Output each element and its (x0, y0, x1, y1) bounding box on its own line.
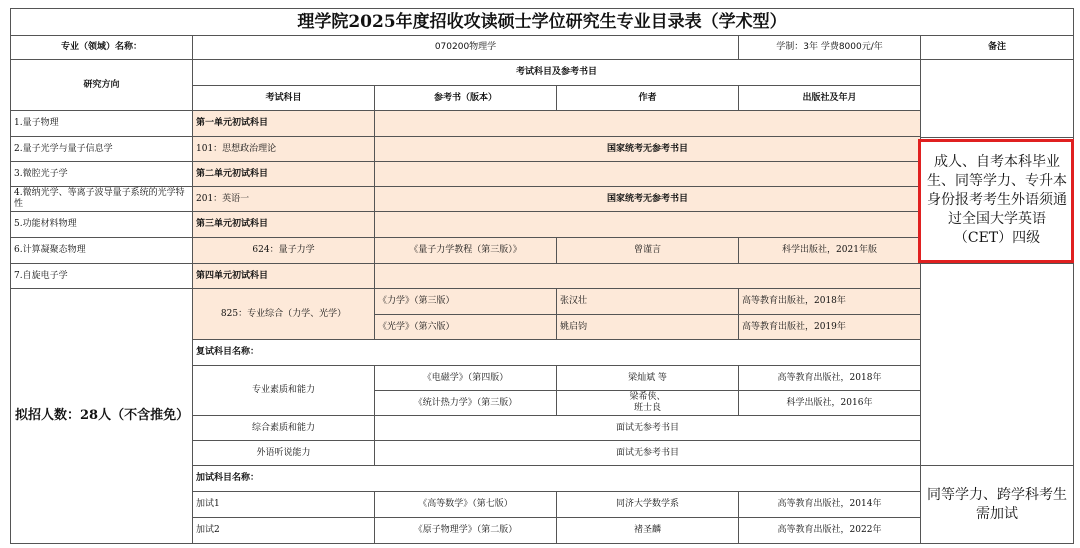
remarks-blank-top (920, 59, 1074, 138)
stat-author (556, 390, 739, 416)
enrollment-count: 拟招人数：28人（不含推免） (10, 288, 193, 544)
research-direction-header: 研究方向 (10, 59, 193, 111)
remarks-extra-note: 同等学力、跨学科考生需加试 (920, 465, 1074, 544)
unit4-blank (374, 263, 921, 289)
extra1-publisher: 高等教育出版社，2014年 (738, 491, 921, 518)
quantum-author: 曾谨言 (556, 237, 739, 264)
extra2-author: 褚圣麟 (556, 517, 739, 544)
extra1-reference: 《高等数学》（第七版） (374, 491, 557, 518)
direction-item: 2.量子光学与量子信息学 (10, 136, 193, 162)
politics-no-ref: 国家统考无参考书目 (374, 136, 921, 162)
quantum-reference: 《量子力学教程（第三版）》 (374, 237, 557, 264)
direction-item: 5.功能材料物理 (10, 211, 193, 238)
mechanics-reference: 《力学》（第三版） (374, 288, 557, 315)
publisher-header: 出版社及年月 (738, 85, 921, 111)
direction-item: 6.计算凝聚态物理 (10, 237, 193, 264)
extra-label: 加试科目名称： (192, 465, 921, 492)
unit2-blank (374, 161, 921, 187)
reference-header: 参考书（版本） (374, 85, 557, 111)
stat-author-line: 梁希侠、 (629, 392, 666, 402)
listening-no-ref: 面试无参考书目 (374, 440, 921, 466)
direction-item: 4.微纳光学、等离子波导量子系统的光学特性 (10, 186, 193, 212)
extra1-author: 同济大学数学系 (556, 491, 739, 518)
page-title: 理学院2025年度招收攻读硕士学位研究生专业目录表（学术型） (10, 8, 1074, 36)
optics-publisher: 高等教育出版社，2019年 (738, 314, 921, 340)
exam-english: 201：英语一 (192, 186, 375, 212)
unit4-label: 第四单元初试科目 (192, 263, 375, 289)
remarks-blank-middle (920, 263, 1074, 466)
retest-label: 复试科目名称： (192, 339, 921, 366)
author-header: 作者 (556, 85, 739, 111)
em-reference: 《电磁学》（第四版） (374, 365, 557, 391)
major-value: 070200物理学 (192, 35, 739, 60)
em-publisher: 高等教育出版社，2018年 (738, 365, 921, 391)
mechanics-publisher: 高等教育出版社，2018年 (738, 288, 921, 315)
english-no-ref: 国家统考无参考书目 (374, 186, 921, 212)
optics-reference: 《光学》（第六版） (374, 314, 557, 340)
extra-exam-1: 加试1 (192, 491, 375, 518)
catalog-table (10, 8, 1074, 544)
direction-item: 3.微腔光子学 (10, 161, 193, 187)
subject-header: 考试科目 (192, 85, 375, 111)
retest-listening: 外语听说能力 (192, 440, 375, 466)
remarks-cet-note: 成人、自考本科毕业生、同等学力、专升本身份报考考生外语须通过全国大学英语（CET）四级 (920, 137, 1074, 264)
exam-group-header: 考试科目及参考书目 (192, 59, 921, 86)
retest-overall: 综合素质和能力 (192, 415, 375, 441)
unit1-blank (374, 110, 921, 137)
unit3-label: 第三单元初试科目 (192, 211, 375, 238)
highlight-box (918, 139, 1074, 263)
optics-author: 姚启钧 (556, 314, 739, 340)
exam-politics: 101：思想政治理论 (192, 136, 375, 162)
major-label: 专业（领域）名称： (10, 35, 193, 60)
exam-comprehensive: 825：专业综合（力学、光学） (192, 288, 375, 340)
unit3-blank (374, 211, 921, 238)
quantum-publisher: 科学出版社，2021年版 (738, 237, 921, 264)
remarks-header: 备注 (920, 35, 1074, 60)
stat-publisher: 科学出版社，2016年 (738, 390, 921, 416)
unit1-label: 第一单元初试科目 (192, 110, 375, 137)
unit2-label: 第二单元初试科目 (192, 161, 375, 187)
stat-author-line: 班士良 (633, 403, 661, 413)
em-author: 梁灿斌 等 (556, 365, 739, 391)
extra2-reference: 《原子物理学》（第二版） (374, 517, 557, 544)
mechanics-author: 张汉壮 (556, 288, 739, 315)
extra2-publisher: 高等教育出版社，2022年 (738, 517, 921, 544)
stat-reference: 《统计热力学》（第三版） (374, 390, 557, 416)
duration-fee: 学制：3年 学费8000元/年 (738, 35, 921, 60)
overall-no-ref: 面试无参考书目 (374, 415, 921, 441)
direction-item: 1.量子物理 (10, 110, 193, 137)
exam-quantum: 624：量子力学 (192, 237, 375, 264)
direction-item: 7.自旋电子学 (10, 263, 193, 289)
extra-exam-2: 加试2 (192, 517, 375, 544)
retest-professional: 专业素质和能力 (192, 365, 375, 416)
